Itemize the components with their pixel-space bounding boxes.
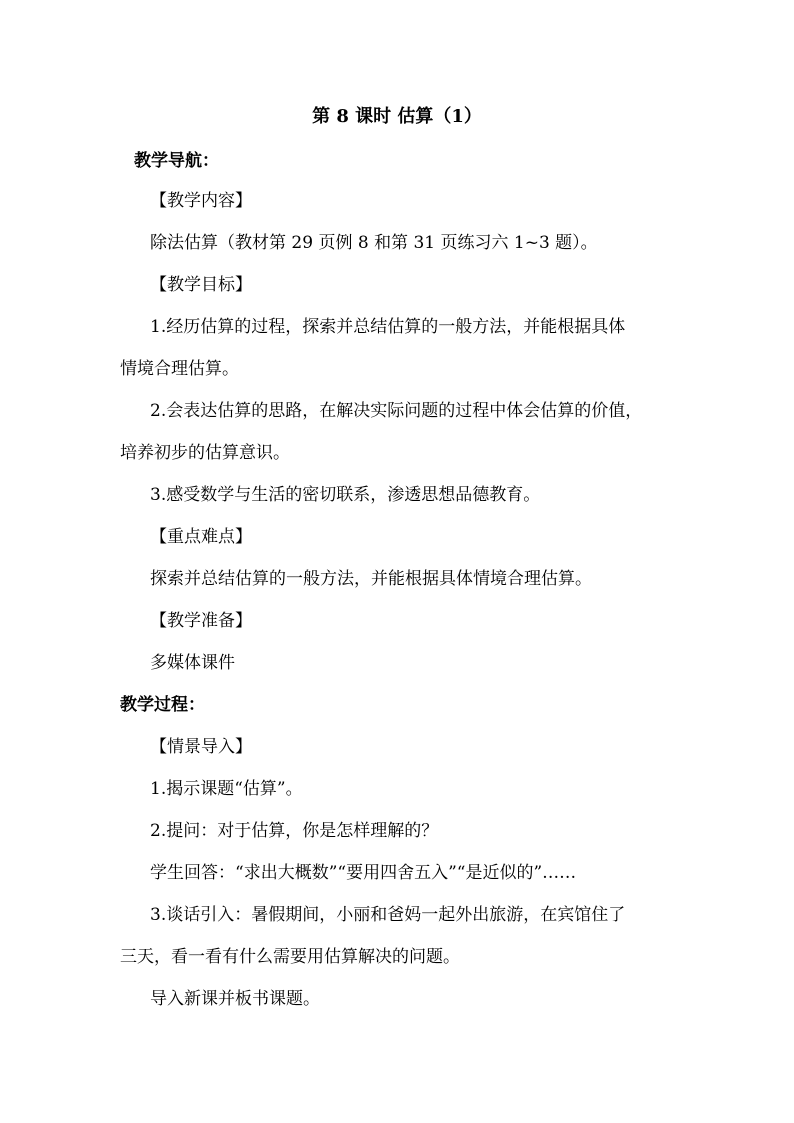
goal-1-line-1: 1.经历估算的过程，探索并总结估算的一般方法，并能根据具体	[150, 317, 626, 337]
teaching-process-heading: 教学过程：	[120, 695, 205, 715]
preparation-text: 多媒体课件	[150, 653, 235, 673]
teaching-guide-heading: 教学导航：	[134, 151, 219, 171]
goals-heading: 【教学目标】	[150, 275, 252, 295]
goal-1-line-2: 情境合理估算。	[120, 359, 239, 379]
intro-heading: 【情景导入】	[150, 737, 252, 757]
student-answer: 学生回答：“求出大概数”“要用四舍五入”“是近似的”……	[150, 863, 577, 883]
step-3-line-2: 三天，看一看有什么需要用估算解决的问题。	[120, 947, 460, 967]
goal-2-line-2: 培养初步的估算意识。	[120, 443, 290, 463]
content-text: 除法估算（教材第 29 页例 8 和第 31 页练习六 1~3 题）。	[150, 233, 598, 253]
preparation-heading: 【教学准备】	[150, 611, 252, 631]
key-points-heading: 【重点难点】	[150, 527, 252, 547]
step-2: 2.提问：对于估算，你是怎样理解的？	[150, 821, 439, 841]
closing-text: 导入新课并板书课题。	[150, 989, 320, 1009]
goal-3: 3.感受数学与生活的密切联系，渗透思想品德教育。	[150, 485, 541, 505]
step-1: 1.揭示课题“估算”。	[150, 779, 303, 799]
content-heading: 【教学内容】	[150, 191, 252, 211]
lesson-title: 第 8 课时 估算（1）	[312, 106, 482, 127]
key-points-text: 探索并总结估算的一般方法，并能根据具体情境合理估算。	[150, 569, 592, 589]
step-3-line-1: 3.谈话引入：暑假期间，小丽和爸妈一起外出旅游，在宾馆住了	[150, 905, 626, 925]
goal-2-line-1: 2.会表达估算的思路，在解决实际问题的过程中体会估算的价值，	[150, 401, 643, 421]
